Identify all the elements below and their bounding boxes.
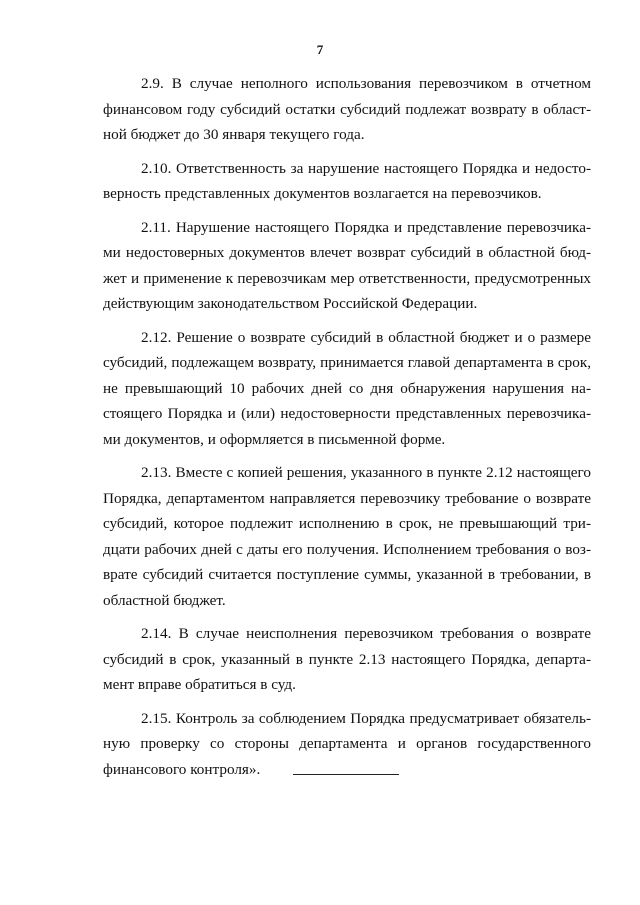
paragraph-2-12: 2.12. Решение о возврате субсидий в областной бюджет и о размере субсидий, подлежащем возврату, принимается главой департамента в срок, не превышающий 10 рабочих дней со дня обнаружения нарушения настоящего Порядка и (или) недостоверности представленных перевозчиками документов, и оформляется в письменной форме. — [103, 328, 591, 448]
document-body — [103, 71, 591, 790]
page-number: 7 — [316, 42, 324, 57]
end-of-document-rule — [293, 774, 399, 775]
paragraph-2-13: 2.13. Вместе с копией решения, указанного в пункте 2.12 настоящего Порядка, департаментом направляется перевозчику требование о возврате субсидий, которое подлежит исполнению в срок, не превышающий тридцати рабочих дней с даты его получения. Исполнением требования о возврате субсидий считается поступление суммы, указанной в требовании, в областной бюджет. — [103, 464, 591, 609]
paragraph-2-14: 2.14. В случае неисполнения перевозчиком требования о возврате субсидий в срок, указанный в пункте 2.13 настоящего Порядка, департамент вправе обратиться в суд. — [103, 625, 591, 693]
paragraph-2-10: 2.10. Ответственность за нарушение настоящего Порядка и недостоверность представленных документов возлагается на перевозчиков. — [103, 159, 591, 202]
paragraph-2-9: 2.9. В случае неполного использования перевозчиком в отчетном финансовом году субсидий остатки субсидий подлежат возврату в областной бюджет до 30 января текущего года. — [103, 75, 591, 143]
paragraph-2-15: 2.15. Контроль за соблюдением Порядка предусматривает обязательную проверку со стороны департамента и органов государственного финансового контроля». — [103, 709, 591, 778]
paragraph-2-11: 2.11. Нарушение настоящего Порядка и представление перевозчиками недостоверных документов влечет возврат субсидий в областной бюджет и применение к перевозчикам мер ответственности, предусмотренных действующим законодательством Российской Федерации. — [103, 218, 591, 312]
